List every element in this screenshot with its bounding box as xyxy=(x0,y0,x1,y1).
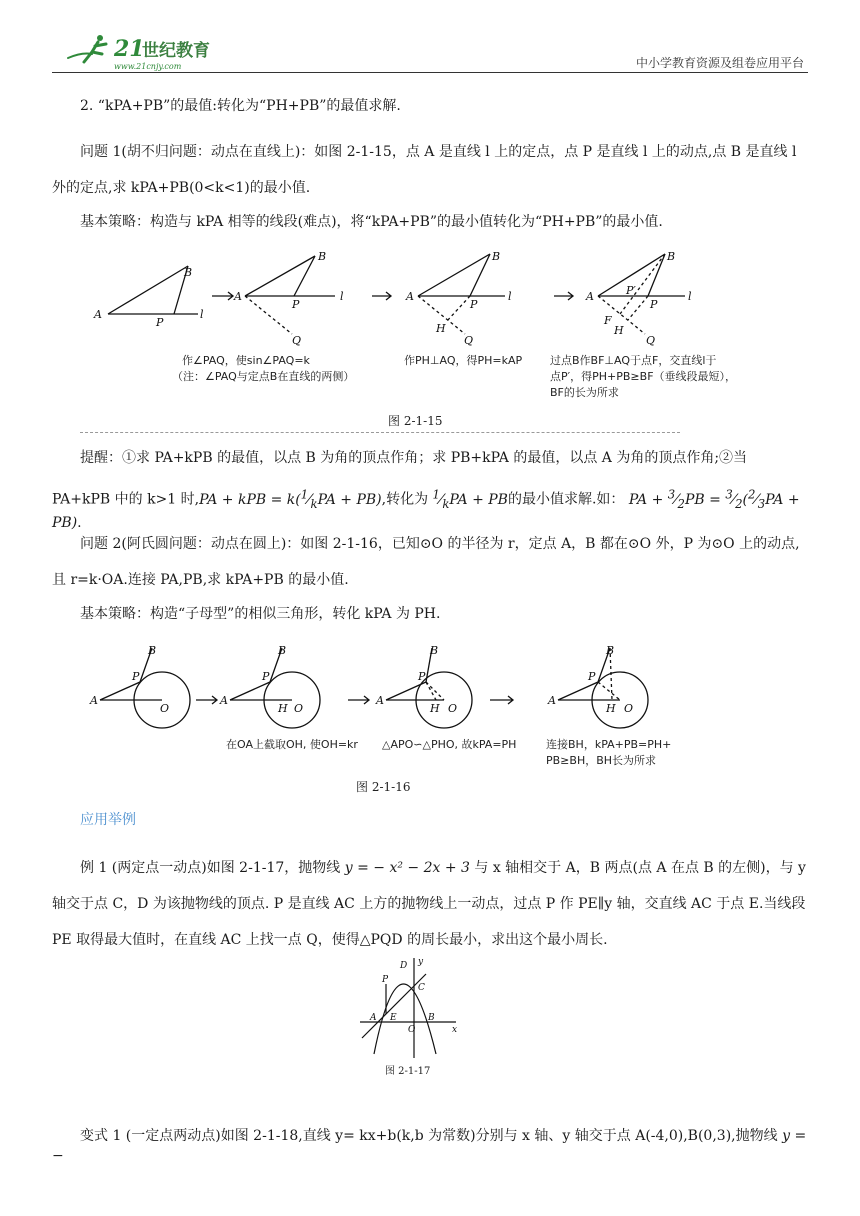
figure-2-1-16 xyxy=(80,638,760,748)
fig16-caption3a: 连接BH，kPA+PB=PH+ xyxy=(546,738,672,751)
fig16-caption1: 在OA上截取OH, 使OH=kr xyxy=(226,738,358,751)
fig15-caption3a: 过点B作BF⊥AQ于点F，交直线l于 xyxy=(550,354,717,367)
svg-text:H: H xyxy=(436,322,446,335)
fig16-caption2: △APO∽△PHO, 故kPA=PH xyxy=(382,738,517,751)
fig15-caption2: 作PH⊥AQ，得PH=kAP xyxy=(404,354,523,367)
svg-text:P′: P′ xyxy=(626,284,636,297)
svg-text:21: 21 xyxy=(114,36,145,62)
svg-text:F: F xyxy=(604,314,612,327)
formula-parabola: y = − x² − 2x + 3 xyxy=(344,860,470,876)
svg-text:B: B xyxy=(606,644,615,657)
fig15-caption1b: （注：∠PAQ与定点B在直线的两侧） xyxy=(172,370,355,383)
svg-text:P: P xyxy=(292,298,300,311)
svg-text:P: P xyxy=(470,298,478,311)
svg-text:H: H xyxy=(278,702,288,715)
svg-text:B: B xyxy=(430,644,439,657)
para-reminder-line1: 提醒：①求 PA+kPB 的最值，以点 B 为角的顶点作角；求 PB+kPA 的最值，以点 A 为角的顶点作角;②当 xyxy=(80,450,748,466)
fig16-label: 图 2-1-16 xyxy=(356,780,411,794)
para-problem2: 问题 2(阿氏圆问题：动点在圆上)：如图 2-1-16，已知⊙O 的半径为 r，定点 A，B 都在⊙O 外，P 为⊙O 上的动点,且 r=k·OA.连接 PA,PB,求 kPA+PB 的最小值. xyxy=(52,536,800,588)
figure-2-1-15 xyxy=(80,246,780,436)
fig15-caption3b: 点P′，得PH+PB≥BF（垂线段最短）， xyxy=(550,370,737,383)
page-header xyxy=(52,30,808,74)
dashed-divider xyxy=(80,432,680,433)
formula-variant-start: y = − xyxy=(52,1128,807,1164)
fig15-label: 图 2-1-15 xyxy=(388,414,443,428)
svg-text:O: O xyxy=(448,702,458,715)
svg-text:H: H xyxy=(614,324,624,337)
svg-text:P: P xyxy=(382,975,389,985)
para-example1: 例 1 (两定点一动点)如图 2-1-17，抛物线 y = − x² − 2x + 3 与 x 轴相交于 A，B 两点(点 A 在点 B 的左侧)，与 y 轴交于点 C，D 为该抛物线的顶点. P 是直线 AC 上方的抛物线上一动点，过点 P 作 PE∥y 轴，交直线 AC 于点 E.当线段 PE 取得最大值时，在直线 AC 上找一点 Q，使得△PQD 的周长最小，求出这个最小周长. xyxy=(52,860,806,948)
svg-text:P: P xyxy=(156,316,164,329)
svg-text:l: l xyxy=(340,290,344,303)
svg-text:B: B xyxy=(492,250,501,263)
svg-text:P: P xyxy=(132,670,140,683)
svg-text:A: A xyxy=(406,290,414,303)
section-heading: 应用举例 xyxy=(80,812,136,828)
svg-text:O: O xyxy=(624,702,634,715)
svg-text:P: P xyxy=(418,670,426,683)
svg-text:B: B xyxy=(667,250,676,263)
svg-text:A: A xyxy=(370,1013,377,1023)
svg-text:A: A xyxy=(548,694,556,707)
svg-text:Q: Q xyxy=(464,334,474,347)
svg-text:Q: Q xyxy=(292,334,302,347)
svg-text:x: x xyxy=(452,1025,458,1035)
svg-text:A: A xyxy=(94,308,102,321)
para-problem1: 问题 1(胡不归问题：动点在直线上)：如图 2-1-15，点 A 是直线 l 上的定点，点 P 是直线 l 上的动点,点 B 是直线 l 外的定点,求 kPA+PB(0<k<1)的最小值. xyxy=(52,144,797,196)
para-strategy2: 基本策略：构造“子母型”的相似三角形，转化 kPA 为 PH. xyxy=(80,606,441,622)
para-variant1: 变式 1 (一定点两动点)如图 2-1-18,直线 y= kx+b(k,b 为常数)分别与 x 轴、y 轴交于点 A(-4,0),B(0,3),抛物线 y = − xyxy=(52,1128,807,1164)
svg-text:l: l xyxy=(688,290,692,303)
formula-example: PA + $^3⁄_2PB$ = $^3⁄_2(^2⁄_3PA + PB)$ xyxy=(52,487,800,532)
svg-text:P: P xyxy=(262,670,270,683)
fig16-caption3b: PB≥BH，BH长为所求 xyxy=(546,754,657,767)
svg-text:A: A xyxy=(376,694,384,707)
svg-text:H: H xyxy=(606,702,616,715)
fig17-label: 图 2-1-17 xyxy=(385,1066,431,1077)
svg-text:D: D xyxy=(400,961,408,971)
para-kpa-pb: 2. “kPA+PB”的最值:转化为“PH+PB”的最值求解. xyxy=(80,98,401,114)
svg-text:O: O xyxy=(294,702,304,715)
svg-text:O: O xyxy=(408,1025,416,1035)
svg-text:P: P xyxy=(650,298,658,311)
svg-text:B: B xyxy=(184,266,193,279)
svg-text:O: O xyxy=(160,702,170,715)
fig15-caption1a: 作∠PAQ，使sin∠PAQ=k xyxy=(182,354,310,367)
svg-text:E: E xyxy=(390,1013,397,1023)
header-divider xyxy=(52,72,808,73)
svg-text:B: B xyxy=(318,250,327,263)
formula-transform: $^1⁄_kPA$ + PB xyxy=(432,487,508,511)
svg-text:P: P xyxy=(588,670,596,683)
svg-text:l: l xyxy=(508,290,512,303)
svg-text:C: C xyxy=(418,983,425,993)
fig15-caption3c: BF的长为所求 xyxy=(550,386,619,399)
svg-text:Q: Q xyxy=(646,334,656,347)
svg-text:H: H xyxy=(430,702,440,715)
site-logo xyxy=(62,32,262,72)
svg-text:A: A xyxy=(586,290,594,303)
svg-text:A: A xyxy=(220,694,228,707)
para-reminder-line2: PA+kPB 中的 k>1 时,PA + kPB = $k(^1⁄_kPA + PB)$,转化为 $^1⁄_kPA$ + PB的最小值求解.如： PA + $^3⁄_2PB$ = $^3⁄_2(^2⁄_3PA + PB)$. xyxy=(52,487,800,532)
svg-text:世纪教育: 世纪教育 xyxy=(142,41,210,61)
svg-text:y: y xyxy=(418,957,424,967)
svg-text:B: B xyxy=(278,644,287,657)
svg-text:www.21cnjy.com: www.21cnjy.com xyxy=(114,62,182,71)
platform-name: 中小学教育资源及组卷应用平台 xyxy=(635,56,804,70)
svg-text:l: l xyxy=(200,308,204,321)
para-strategy1: 基本策略：构造与 kPA 相等的线段(难点)，将“kPA+PB”的最小值转化为“PH+PB”的最小值. xyxy=(80,214,663,230)
svg-text:A: A xyxy=(90,694,98,707)
svg-text:A: A xyxy=(234,290,242,303)
svg-text:B: B xyxy=(148,644,157,657)
svg-text:B: B xyxy=(428,1013,435,1023)
formula-k-gt-1: PA + kPB = $k(^1⁄_kPA + PB)$ xyxy=(199,487,382,511)
